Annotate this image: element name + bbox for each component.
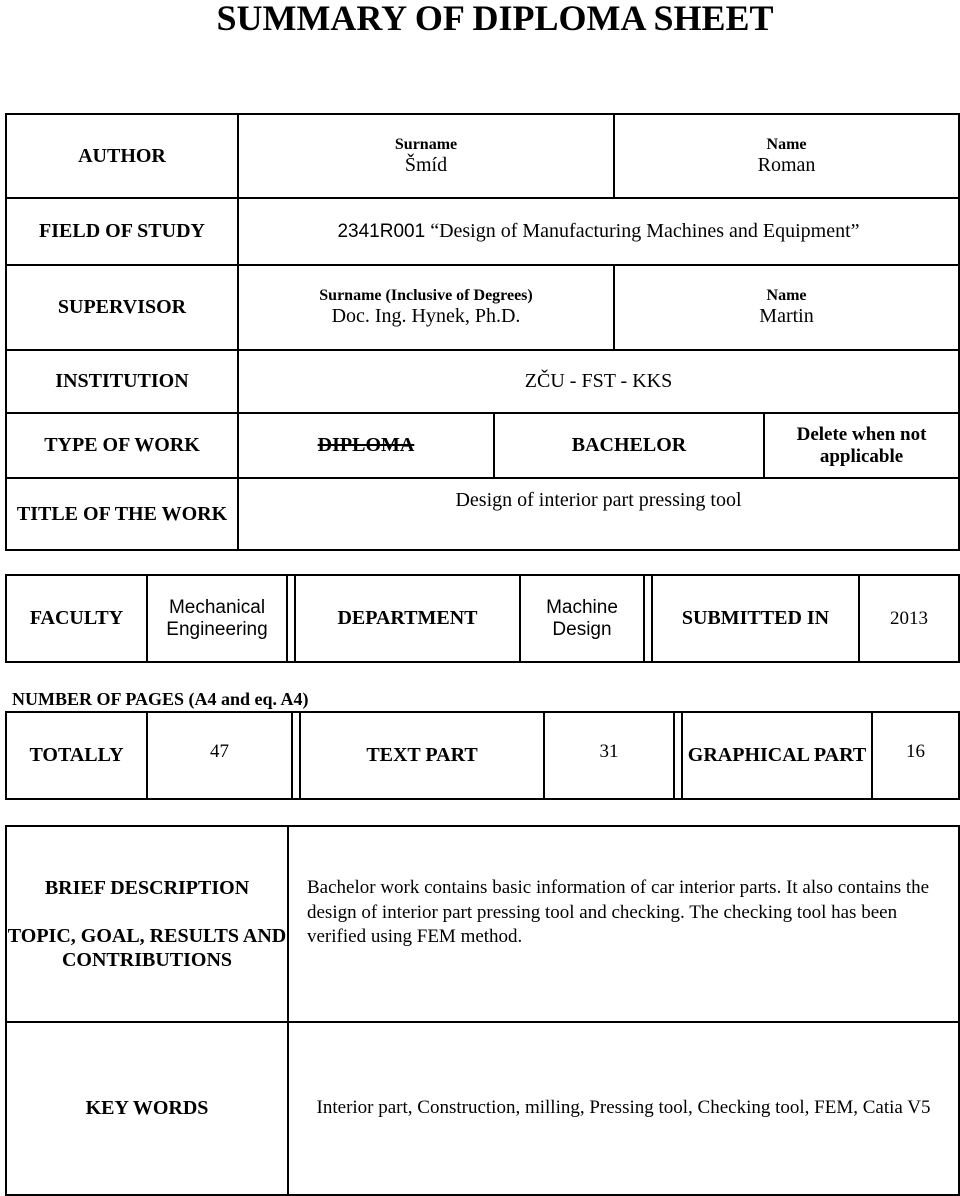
field-of-study-code: 2341R001 <box>337 221 426 242</box>
totally-value: 47 <box>147 712 292 799</box>
author-surname-cell <box>238 114 614 198</box>
type-of-work-label: TYPE OF WORK <box>6 413 238 478</box>
author-row <box>6 114 959 198</box>
faculty-value: Mechanical Engineering <box>147 575 287 662</box>
graphical-part-value: 16 <box>872 712 959 799</box>
institution-row <box>6 350 959 413</box>
department-value: Machine Design <box>520 575 644 662</box>
supervisor-row <box>6 265 959 350</box>
supervisor-name: Martin <box>759 305 814 327</box>
name-caption: Name <box>766 135 807 153</box>
description-table <box>5 825 960 1196</box>
field-of-study-cell <box>238 198 959 265</box>
topic-goal-label: TOPIC, GOAL, RESULTS AND CONTRIBUTIONS <box>7 925 287 971</box>
surname-caption: Surname <box>394 135 458 153</box>
supervisor-surname-caption: Surname (Inclusive of Degrees) <box>319 287 533 304</box>
keywords-label: KEY WORDS <box>6 1022 288 1195</box>
supervisor-name-cell <box>614 265 959 350</box>
author-name: Roman <box>757 153 816 176</box>
supervisor-surname-cell <box>238 265 614 350</box>
brief-label-cell <box>6 826 288 1022</box>
text-part-label: TEXT PART <box>300 712 544 799</box>
brief-description-text: Bachelor work contains basic information of car interior parts. It also contains the design of interior part pressing tool and checking. The checking tool has been verified using FEM method. <box>288 826 959 1022</box>
submitted-value: 2013 <box>859 575 959 662</box>
totally-label: TOTALLY <box>6 712 147 799</box>
text-part-value: 31 <box>544 712 674 799</box>
brief-description-label: BRIEF DESCRIPTION <box>44 877 250 899</box>
spacer-cell <box>644 575 652 662</box>
supervisor-name-caption: Name <box>766 287 807 304</box>
field-of-study-row <box>6 198 959 265</box>
title-of-work-label: TITLE OF THE WORK <box>6 478 238 550</box>
supervisor-surname: Doc. Ing. Hynek, Ph.D. <box>331 305 521 327</box>
type-of-work-row <box>6 413 959 478</box>
type-option-diploma: DIPLOMA <box>238 413 494 478</box>
title-of-work-value: Design of interior part pressing tool <box>238 478 959 550</box>
spacer-cell <box>292 712 300 799</box>
field-of-study-label: FIELD OF STUDY <box>6 198 238 265</box>
submitted-label: SUBMITTED IN <box>652 575 859 662</box>
institution-label: INSTITUTION <box>6 350 238 413</box>
department-label: DEPARTMENT <box>295 575 520 662</box>
author-label: AUTHOR <box>6 114 238 198</box>
faculty-table <box>5 574 960 663</box>
title-of-work-row <box>6 478 959 550</box>
pages-heading: NUMBER OF PAGES (A4 and eq. A4) <box>12 689 309 709</box>
type-option-bachelor: BACHELOR <box>494 413 764 478</box>
author-name-cell <box>614 114 959 198</box>
brief-description-row <box>6 826 959 1022</box>
institution-value: ZČU - FST - KKS <box>238 350 959 413</box>
type-note: Delete when not applicable <box>764 413 959 478</box>
page-title: SUMMARY OF DIPLOMA SHEET <box>216 0 774 38</box>
supervisor-label: SUPERVISOR <box>6 265 238 350</box>
spacer-cell <box>287 575 295 662</box>
keywords-row <box>6 1022 959 1195</box>
field-of-study-value: “Design of Manufacturing Machines and Equipment” <box>430 220 860 242</box>
author-surname: Šmíd <box>404 153 448 176</box>
faculty-label: FACULTY <box>6 575 147 662</box>
pages-table <box>5 711 960 800</box>
keywords-text: Interior part, Construction, milling, Pressing tool, Checking tool, FEM, Catia V5 <box>288 1022 959 1195</box>
spacer-cell <box>674 712 682 799</box>
main-info-table <box>5 113 960 551</box>
graphical-part-label: GRAPHICAL PART <box>682 712 872 799</box>
